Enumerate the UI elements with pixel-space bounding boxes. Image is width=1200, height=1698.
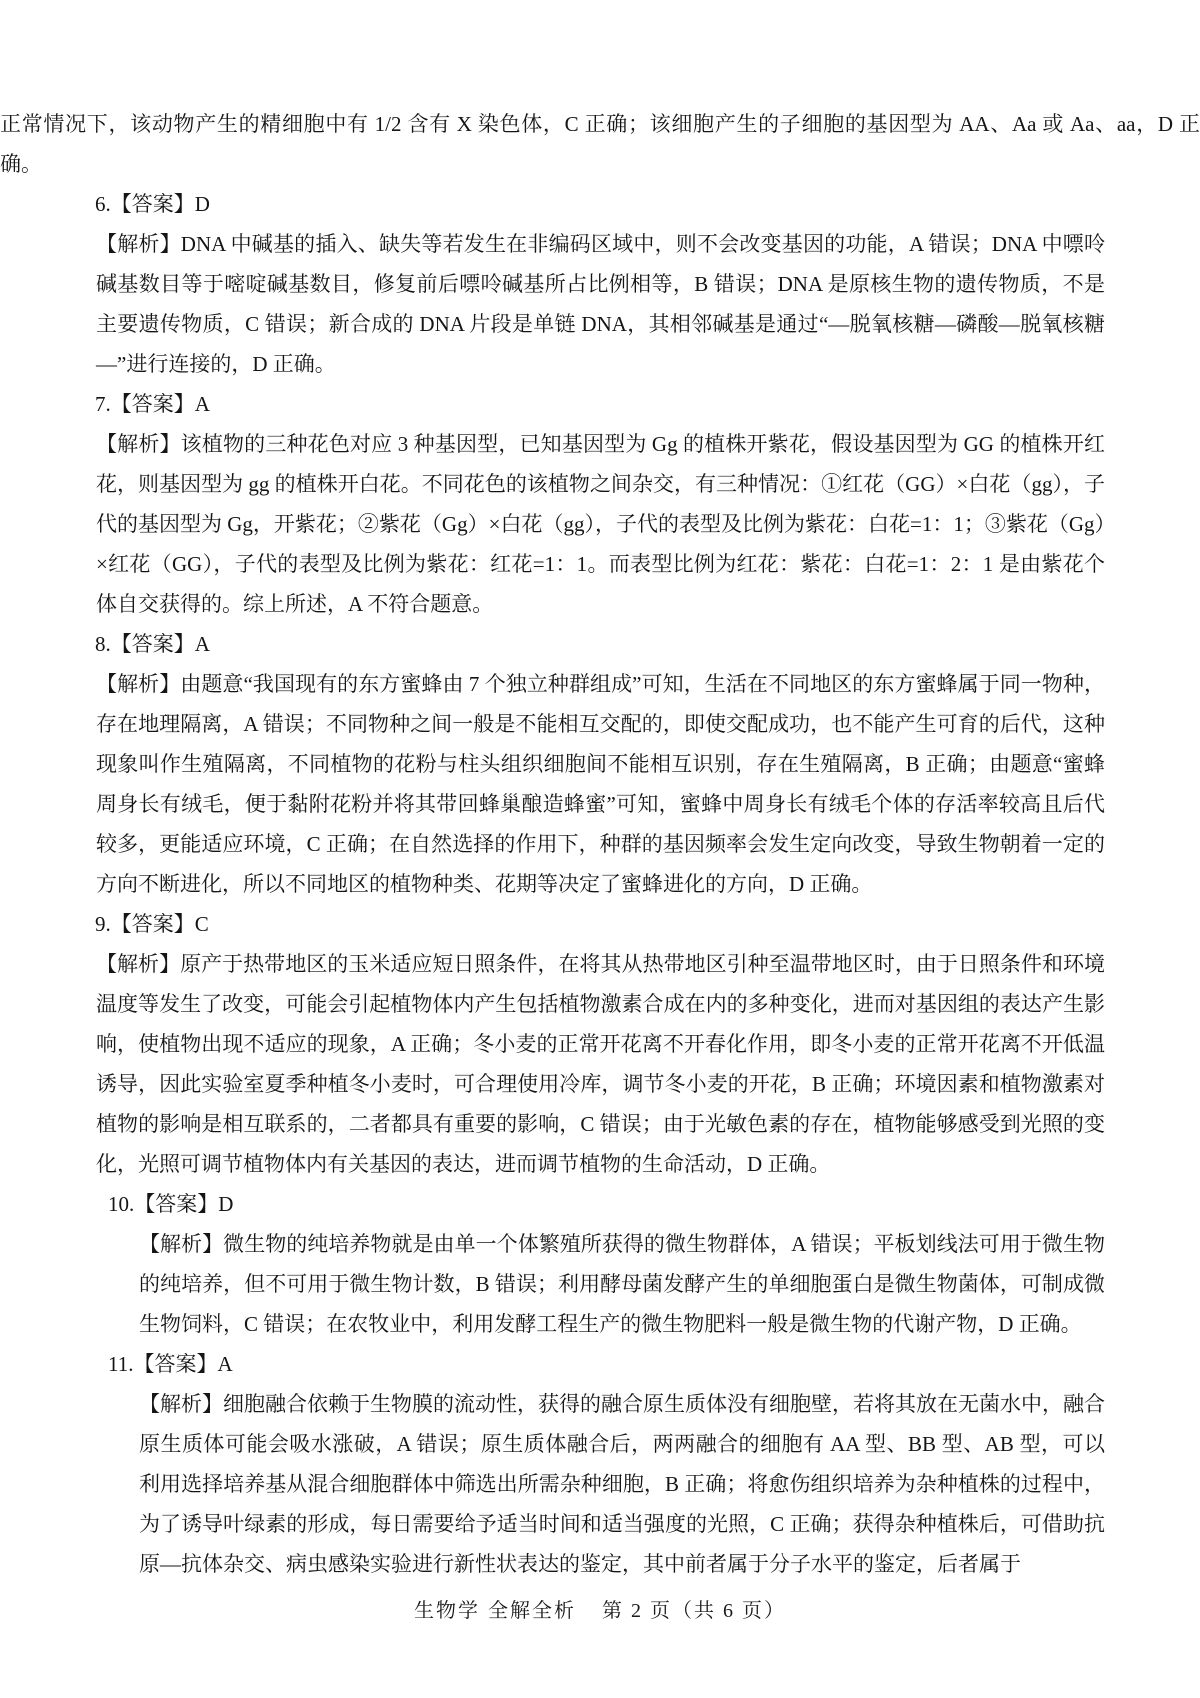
- item-number: 11.: [108, 1352, 134, 1376]
- answer-letter: C: [194, 912, 209, 936]
- analysis-paragraph: [96, 224, 1105, 384]
- answer-label: 【答案】: [134, 1192, 219, 1216]
- answer-letter: D: [194, 192, 210, 216]
- analysis-paragraph: [96, 424, 1105, 624]
- answer-line: [95, 904, 1200, 944]
- answer-item-7: [0, 384, 1200, 624]
- answer-label: 【答案】: [133, 1352, 218, 1376]
- answer-letter: A: [217, 1352, 233, 1376]
- analysis-label: 【解析】: [139, 1392, 223, 1416]
- answer-label: 【答案】: [110, 912, 195, 936]
- analysis-text: 原产于热带地区的玉米适应短日照条件，在将其从热带地区引种至温带地区时，由于日照条件和环境温度等发生了改变，可能会引起植物体内产生包括植物激素合成在内的多种变化，进而对基因组的表达产生影响，使植物出现不适应的现象，A 正确；冬小麦的正常开花离不开春化作用，即冬小麦的正常开花离不开低温诱导，因此实验室夏季种植冬小麦时，可合理使用冷库，调节冬小麦的开花，B 正确；环境因素和植物激素对植物的影响是相互联系的，二者都具有重要的影响，C 错误；由于光敏色素的存在，植物能够感受到光照的变化，光照可调节植物体内有关基因的表达，进而调节植物的生命活动，D 正确。: [96, 952, 1106, 1176]
- answer-item-9: [0, 904, 1200, 1184]
- analysis-label: 【解析】: [96, 232, 181, 256]
- footer-subject: 生物学: [414, 1600, 480, 1622]
- analysis-label: 【解析】: [96, 952, 181, 976]
- item-number: 10.: [108, 1192, 135, 1216]
- answer-item-11: [0, 1344, 1200, 1584]
- analysis-paragraph: [96, 944, 1105, 1184]
- answer-line: [108, 1184, 1200, 1224]
- answer-item-10: [0, 1184, 1200, 1344]
- analysis-paragraph: [139, 1384, 1105, 1584]
- item-number: 6.: [95, 192, 111, 216]
- analysis-text: DNA 中碱基的插入、缺失等若发生在非编码区域中，则不会改变基因的功能，A 错误；DNA 中嘌呤碱基数目等于嘧啶碱基数目，修复前后嘌呤碱基所占比例相等，B 错误；DNA 是原核生物的遗传物质，不是主要遗传物质，C 错误；新合成的 DNA 片段是单链 DNA，其相邻碱基是通过“—脱氧核糖—磷酸—脱氧核糖—”进行连接的，D 正确。: [96, 232, 1105, 376]
- answer-line: [95, 184, 1200, 224]
- footer-edition: 全解全析: [488, 1600, 576, 1622]
- analysis-paragraph: [96, 664, 1105, 904]
- item-number: 9.: [95, 912, 111, 936]
- answer-letter: A: [194, 392, 210, 416]
- analysis-label: 【解析】: [96, 672, 181, 696]
- analysis-paragraph: [139, 1224, 1105, 1344]
- answer-letter: A: [194, 632, 210, 656]
- analysis-text: 微生物的纯培养物就是由单一个体繁殖所获得的微生物群体，A 错误；平板划线法可用于微生物的纯培养，但不可用于微生物计数，B 错误；利用酵母菌发酵产生的单细胞蛋白是微生物菌体，可制成微生物饲料，C 错误；在农牧业中，利用发酵工程生产的微生物肥料一般是微生物的代谢产物，D 正确。: [139, 1232, 1105, 1336]
- answer-item-6: [0, 184, 1200, 384]
- page-footer: [0, 1597, 1200, 1625]
- answer-label: 【答案】: [110, 632, 195, 656]
- answer-line: [108, 1344, 1200, 1384]
- item-number: 8.: [95, 632, 111, 656]
- analysis-text: 细胞融合依赖于生物膜的流动性，获得的融合原生质体没有细胞壁，若将其放在无菌水中，融合原生质体可能会吸水涨破，A 错误；原生质体融合后，两两融合的细胞有 AA 型、BB 型、AB 型，可以利用选择培养基从混合细胞群体中筛选出所需杂种细胞，B 正确；将愈伤组织培养为杂种植株的过程中，为了诱导叶绿素的形成，每日需要给予适当时间和适当强度的光照，C 正确；获得杂种植株后，可借助抗原—抗体杂交、病虫感染实验进行新性状表达的鉴定，其中前者属于分子水平的鉴定，后者属于: [139, 1392, 1105, 1576]
- answer-letter: D: [218, 1192, 234, 1216]
- answer-item-8: [0, 624, 1200, 904]
- answer-label: 【答案】: [110, 192, 195, 216]
- analysis-text: 该植物的三种花色对应 3 种基因型，已知基因型为 Gg 的植株开紫花，假设基因型为 GG 的植株开红花，则基因型为 gg 的植株开白花。不同花色的该植物之间杂交，有三种情况：①红花（GG）×白花（gg），子代的基因型为 Gg，开紫花；②紫花（Gg）×白花（gg），子代的表型及比例为紫花：白花=1：1；③紫花（Gg）×红花（GG），子代的表型及比例为紫花：红花=1：1。而表型比例为红花：紫花：白花=1：2：1 是由紫花个体自交获得的。综上所述，A 不符合题意。: [96, 432, 1105, 616]
- answer-line: [95, 384, 1200, 424]
- continuation-paragraph: 正常情况下，该动物产生的精细胞中有 1/2 含有 X 染色体，C 正确；该细胞产生的子细胞的基因型为 AA、Aa 或 Aa、aa，D 正确。: [0, 112, 1200, 176]
- footer-page-number: 第 2 页（共 6 页）: [602, 1600, 786, 1622]
- item-number: 7.: [95, 392, 111, 416]
- answer-label: 【答案】: [110, 392, 195, 416]
- analysis-label: 【解析】: [139, 1232, 224, 1256]
- analysis-label: 【解析】: [96, 432, 181, 456]
- analysis-text: 由题意“我国现有的东方蜜蜂由 7 个独立种群组成”可知，生活在不同地区的东方蜜蜂属于同一物种，存在地理隔离，A 错误；不同物种之间一般是不能相互交配的，即使交配成功，也不能产生可育的后代，这种现象叫作生殖隔离，不同植物的花粉与柱头组织细胞间不能相互识别，存在生殖隔离，B 正确；由题意“蜜蜂周身长有绒毛，便于黏附花粉并将其带回蜂巢酿造蜂蜜”可知，蜜蜂中周身长有绒毛个体的存活率较高且后代较多，更能适应环境，C 正确；在自然选择的作用下，种群的基因频率会发生定向改变，导致生物朝着一定的方向不断进化，所以不同地区的植物种类、花期等决定了蜜蜂进化的方向，D 正确。: [96, 672, 1106, 896]
- answer-line: [95, 624, 1200, 664]
